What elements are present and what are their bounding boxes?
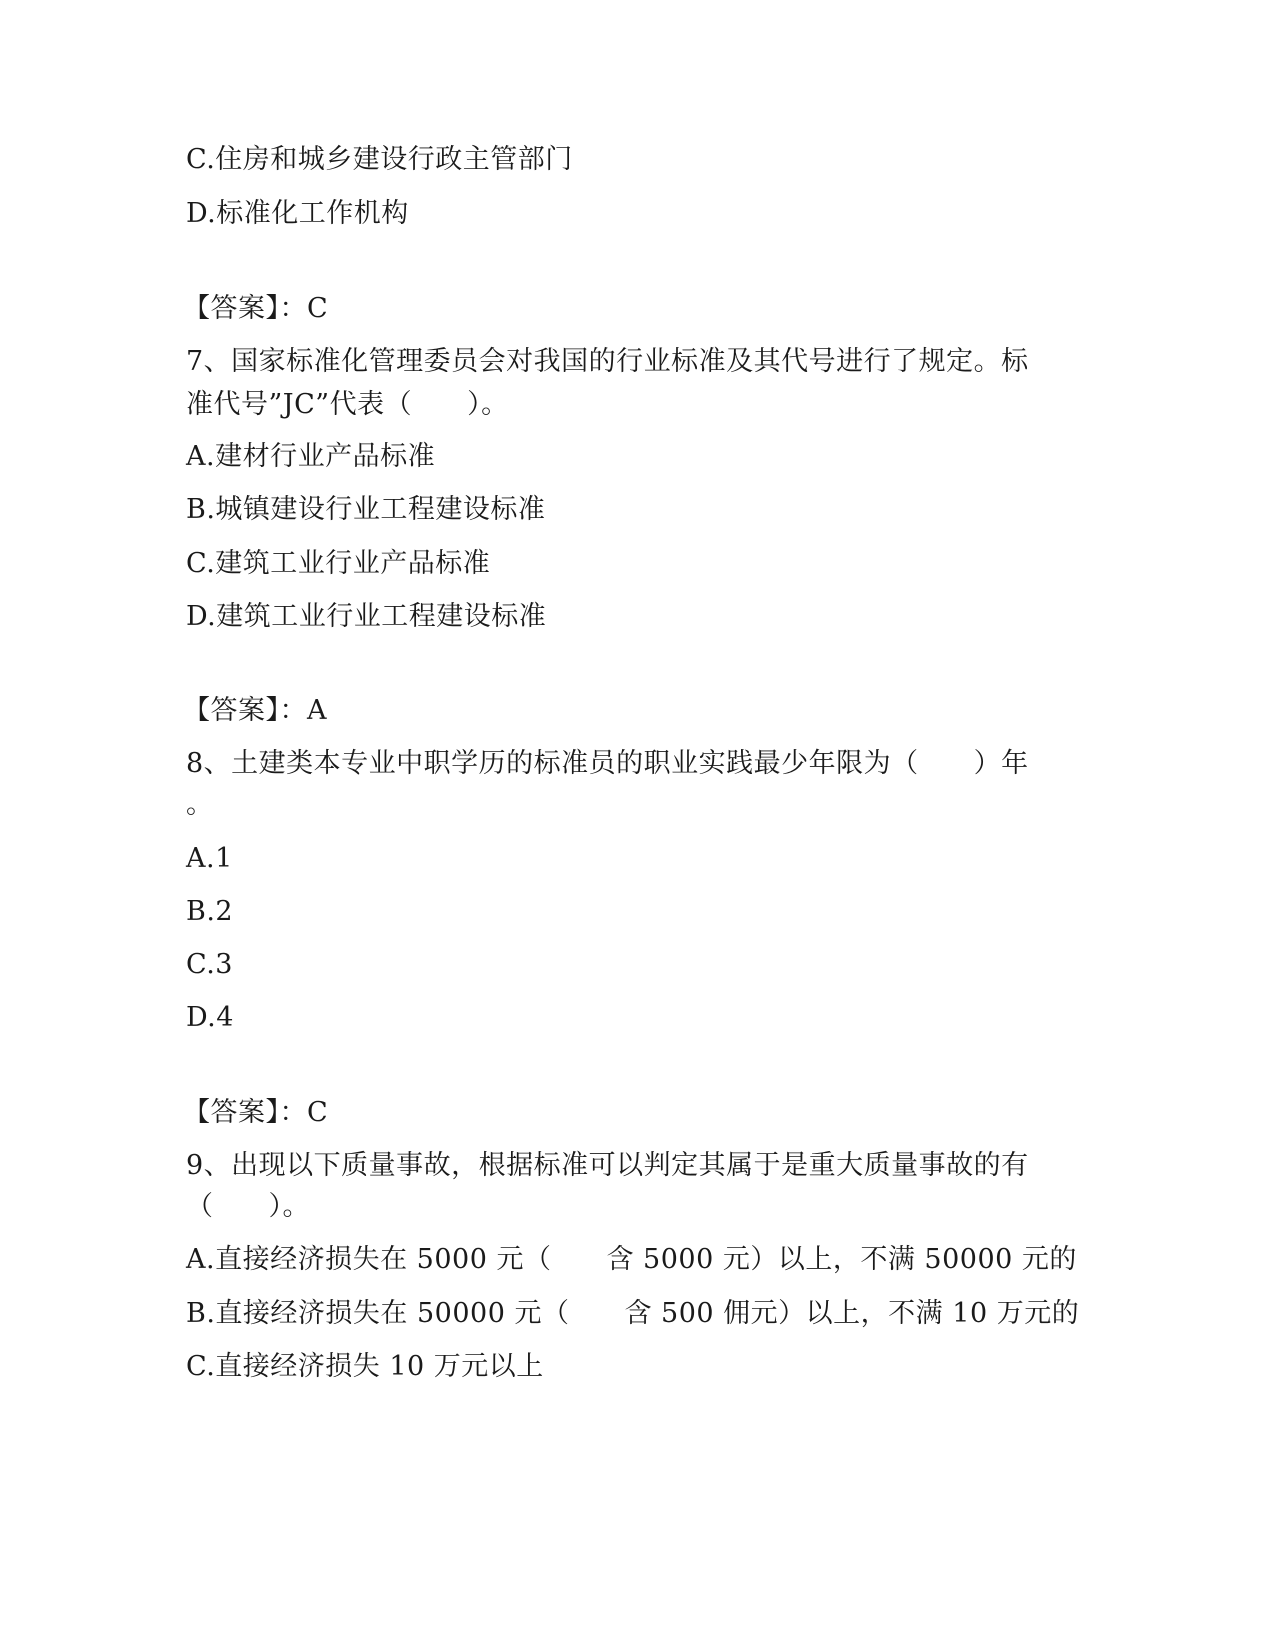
question-text: 7、国家标准化管理委员会对我国的行业标准及其代号进行了规定。标 <box>186 346 1029 377</box>
option-line: C.住房和城乡建设行政主管部门 <box>186 144 573 175</box>
option-line: C.直接经济损失 10 万元以上 <box>186 1351 544 1382</box>
question-text: 。 <box>186 789 214 820</box>
question-text: （ ）。 <box>186 1191 310 1222</box>
answer-line: 【答案】：C <box>183 1097 329 1128</box>
option-line: D.标准化工作机构 <box>186 198 409 229</box>
option-line: D.建筑工业行业工程建设标准 <box>186 601 547 632</box>
question-text: 准代号”JC”代表（ ）。 <box>186 389 509 420</box>
option-line: C.建筑工业行业产品标准 <box>186 548 491 579</box>
option-line: A.直接经济损失在 5000 元（ 含 5000 元）以上，不满 50000 元的 <box>186 1244 1077 1275</box>
question-text: 8、土建类本专业中职学历的标准员的职业实践最少年限为（ ）年 <box>186 748 1029 779</box>
question-text: 9、出现以下质量事故，根据标准可以判定其属于是重大质量事故的有 <box>186 1150 1029 1181</box>
option-line: D.4 <box>186 1002 234 1033</box>
option-line: B.城镇建设行业工程建设标准 <box>186 494 546 525</box>
option-line: B.直接经济损失在 50000 元（ 含 500 佣元）以上，不满 10 万元的 <box>186 1298 1080 1329</box>
answer-line: 【答案】：C <box>183 293 329 324</box>
option-line: C.3 <box>186 949 233 980</box>
option-line: A.1 <box>186 843 233 874</box>
answer-line: 【答案】：A <box>183 695 327 726</box>
option-line: B.2 <box>186 896 234 927</box>
option-line: A.建材行业产品标准 <box>186 441 436 472</box>
